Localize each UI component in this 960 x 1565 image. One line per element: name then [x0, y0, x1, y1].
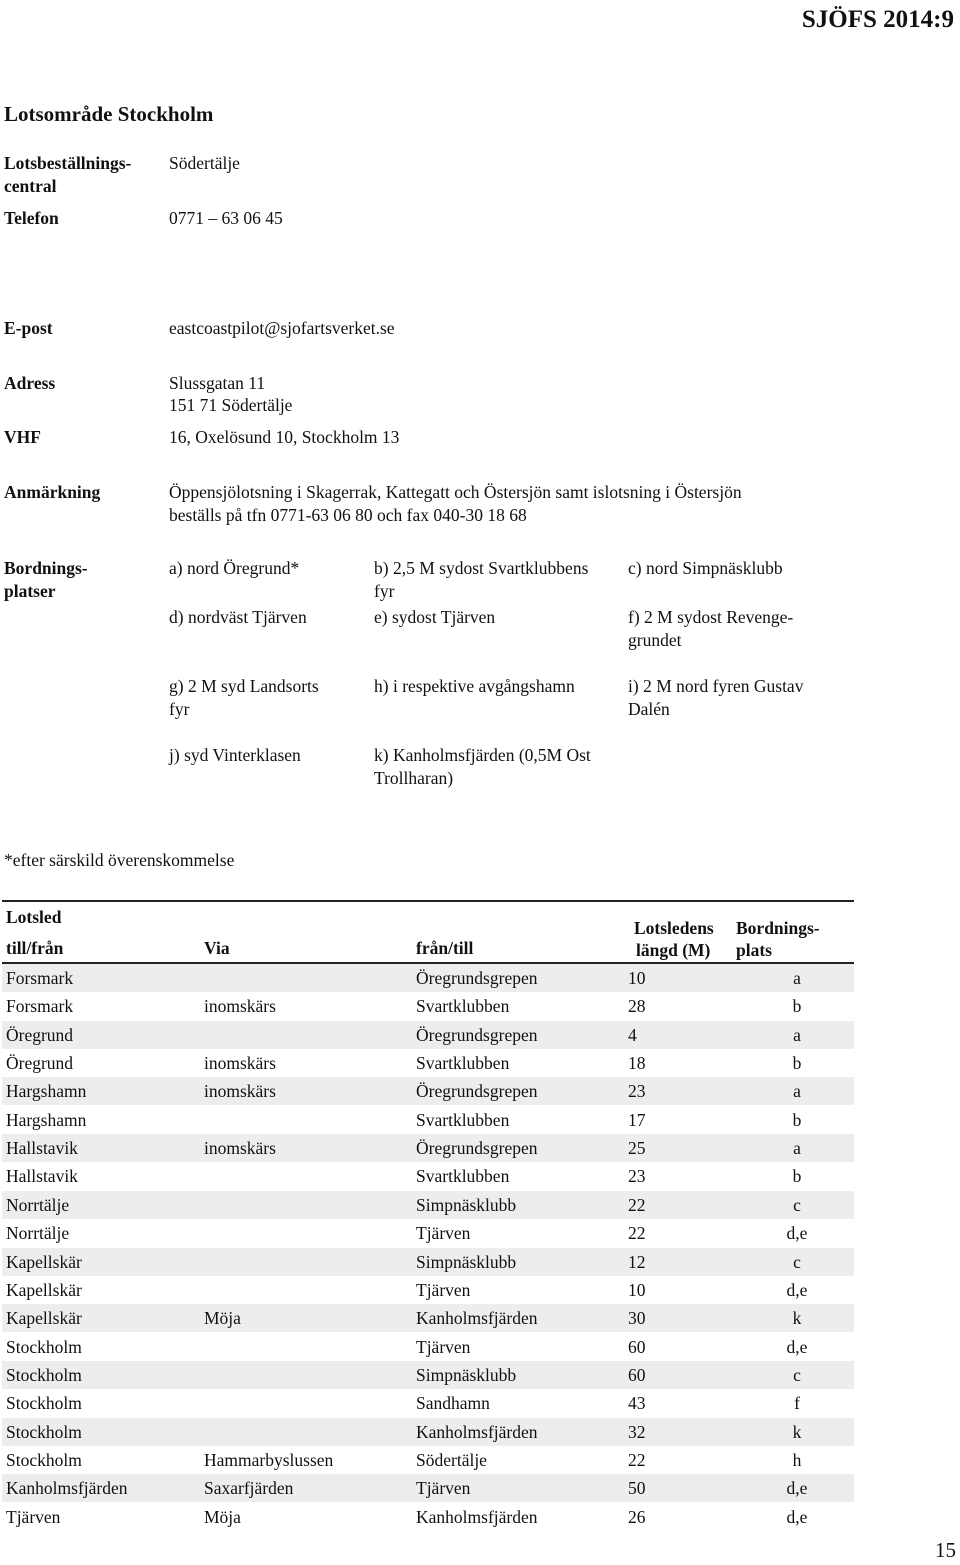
from-to-cell: Simpnäsklubb — [416, 1251, 517, 1272]
email-value[interactable]: eastcoastpilot@sjofartsverket.se — [169, 318, 395, 338]
length-cell: 43 — [628, 1393, 646, 1414]
from-to-cell: Sandhamn — [416, 1393, 490, 1414]
boarding-cell: b — [792, 1166, 802, 1187]
table-row — [2, 1106, 854, 1134]
vhf-value: 16, Oxelösund 10, Stockholm 13 — [169, 427, 400, 447]
address-line2: 151 71 Södertälje — [169, 395, 293, 415]
length-cell: 4 — [628, 1024, 637, 1045]
boarding-b-line2: fyr — [374, 581, 395, 601]
central-label-1: Lotsbeställnings- — [4, 153, 132, 173]
length-cell: 32 — [628, 1421, 646, 1442]
length-cell: 60 — [628, 1364, 646, 1385]
from-to-cell: Svartklubben — [416, 996, 510, 1017]
header-via: Via — [204, 938, 230, 958]
via-cell: Saxarfjärden — [204, 1478, 294, 1499]
length-cell: 10 — [628, 1279, 646, 1300]
table-row — [2, 1191, 854, 1219]
boarding-cell: f — [794, 1393, 800, 1414]
boarding-cell: a — [793, 968, 801, 988]
route-cell: Stockholm — [6, 1336, 82, 1357]
via-cell: Möja — [204, 1506, 241, 1527]
table-row — [2, 1333, 854, 1361]
route-cell: Stockholm — [6, 1393, 82, 1414]
length-cell: 10 — [628, 968, 646, 988]
phone-label: Telefon — [4, 208, 59, 228]
via-cell: inomskärs — [204, 1081, 276, 1102]
boarding-cell: a — [793, 1024, 801, 1045]
route-cell: Hargshamn — [6, 1081, 87, 1102]
address-line1: Slussgatan 11 — [169, 373, 266, 393]
email-label: E-post — [4, 318, 53, 338]
route-cell: Kapellskär — [6, 1308, 82, 1329]
length-cell: 23 — [628, 1166, 646, 1187]
table-row — [2, 1134, 854, 1162]
from-to-cell: Kanholmsfjärden — [416, 1506, 538, 1527]
remark-line1: Öppensjölotsning i Skagerrak, Kattegatt och Östersjön samt islotsning i Östersjön — [169, 482, 742, 502]
route-cell: Norrtälje — [6, 1223, 70, 1244]
header-route-line2: till/från — [6, 938, 64, 958]
from-to-cell: Öregrundsgrepen — [416, 1138, 538, 1159]
table-row — [2, 1503, 854, 1531]
length-cell: 26 — [628, 1506, 646, 1527]
route-cell: Forsmark — [6, 996, 74, 1017]
footnote: *efter särskild överenskommelse — [4, 850, 235, 870]
length-cell: 17 — [628, 1109, 646, 1130]
via-cell: Hammarbyslussen — [204, 1449, 334, 1470]
route-cell: Hargshamn — [6, 1109, 87, 1130]
boarding-g-line1: g) 2 M syd Landsorts — [169, 676, 319, 696]
boarding-cell: c — [793, 1364, 801, 1385]
vhf-label: VHF — [4, 427, 41, 447]
boarding-d: d) nordväst Tjärven — [169, 607, 307, 627]
central-value: Södertälje — [169, 153, 240, 173]
table-row — [2, 1361, 854, 1389]
route-cell: Kapellskär — [6, 1251, 82, 1272]
table-row — [2, 1162, 854, 1190]
boarding-a: a) nord Öregrund* — [169, 558, 300, 578]
boarding-cell: k — [792, 1308, 802, 1329]
publication-id: SJÖFS 2014:9 — [801, 6, 954, 33]
table-row — [2, 1276, 854, 1304]
from-to-cell: Öregrundsgrepen — [416, 968, 538, 988]
from-to-cell: Svartklubben — [416, 1053, 510, 1074]
header-boarding-line2: plats — [736, 940, 772, 960]
boarding-cell: d,e — [786, 1279, 808, 1300]
table-row — [2, 1248, 854, 1276]
from-to-cell: Öregrundsgrepen — [416, 1081, 538, 1102]
boarding-c: c) nord Simpnäsklubb — [628, 558, 783, 578]
page-title: Lotsområde Stockholm — [4, 102, 214, 126]
boarding-i-line2: Dalén — [628, 699, 670, 719]
boarding-label-1: Bordnings- — [4, 558, 88, 578]
length-cell: 25 — [628, 1138, 646, 1159]
boarding-k-line1: k) Kanholmsfjärden (0,5M Ost — [374, 745, 591, 765]
route-cell: Hallstavik — [6, 1138, 78, 1159]
header-length-line1: Lotsledens — [634, 918, 714, 938]
via-cell: inomskärs — [204, 1138, 276, 1159]
from-to-cell: Tjärven — [416, 1336, 471, 1357]
boarding-cell: b — [792, 1053, 802, 1074]
header-route-line1: Lotsled — [6, 907, 62, 927]
from-to-cell: Kanholmsfjärden — [416, 1421, 538, 1442]
boarding-cell: d,e — [786, 1223, 808, 1244]
route-cell: Tjärven — [6, 1506, 61, 1527]
page-number: 15 — [935, 1538, 956, 1562]
table-row — [2, 992, 854, 1020]
length-cell: 50 — [628, 1478, 646, 1499]
central-label-2: central — [4, 176, 57, 196]
boarding-j: j) syd Vinterklasen — [169, 745, 301, 765]
table-row — [2, 1474, 854, 1502]
length-cell: 23 — [628, 1081, 646, 1102]
from-to-cell: Södertälje — [416, 1449, 487, 1470]
table-row — [2, 1077, 854, 1105]
boarding-cell: d,e — [786, 1478, 808, 1499]
from-to-cell: Öregrundsgrepen — [416, 1024, 538, 1045]
route-cell: Norrtälje — [6, 1194, 70, 1215]
boarding-f-line2: grundet — [628, 630, 682, 650]
phone-value: 0771 – 63 06 45 — [169, 208, 283, 228]
remark-label: Anmärkning — [4, 482, 101, 502]
boarding-cell: b — [792, 996, 802, 1017]
boarding-label-2: platser — [4, 581, 56, 601]
boarding-k-line2: Trollharan) — [374, 768, 454, 788]
table-row — [2, 1219, 854, 1247]
table-row — [2, 1389, 854, 1417]
boarding-cell: d,e — [786, 1506, 808, 1527]
table-row — [2, 1304, 854, 1332]
from-to-cell: Simpnäsklubb — [416, 1364, 517, 1385]
route-cell: Forsmark — [6, 968, 74, 988]
address-label: Adress — [4, 373, 56, 393]
from-to-cell: Tjärven — [416, 1223, 471, 1244]
route-cell: Kapellskär — [6, 1279, 82, 1300]
length-cell: 30 — [628, 1308, 646, 1329]
route-cell: Öregrund — [6, 1053, 74, 1074]
from-to-cell: Svartklubben — [416, 1109, 510, 1130]
route-cell: Öregrund — [6, 1024, 74, 1045]
boarding-cell: c — [793, 1194, 801, 1215]
header-boarding-line1: Bordnings- — [736, 918, 820, 938]
route-cell: Stockholm — [6, 1449, 82, 1470]
from-to-cell: Tjärven — [416, 1279, 471, 1300]
boarding-cell: b — [792, 1109, 802, 1130]
boarding-e: e) sydost Tjärven — [374, 607, 496, 627]
from-to-cell: Kanholmsfjärden — [416, 1308, 538, 1329]
header-length-line2: längd (M) — [636, 940, 711, 960]
route-cell: Stockholm — [6, 1364, 82, 1385]
length-cell: 22 — [628, 1449, 646, 1470]
table-row — [2, 1418, 854, 1446]
table-row — [2, 1446, 854, 1474]
from-to-cell: Tjärven — [416, 1478, 471, 1499]
boarding-cell: a — [793, 1138, 801, 1159]
table-row — [2, 964, 854, 992]
boarding-f-line1: f) 2 M sydost Revenge- — [628, 607, 794, 627]
length-cell: 12 — [628, 1251, 646, 1272]
route-cell: Stockholm — [6, 1421, 82, 1442]
header-from-to: från/till — [416, 938, 474, 958]
table-header — [2, 902, 854, 964]
boarding-g-line2: fyr — [169, 699, 190, 719]
length-cell: 28 — [628, 996, 646, 1017]
length-cell: 18 — [628, 1053, 646, 1074]
route-cell: Hallstavik — [6, 1166, 78, 1187]
length-cell: 22 — [628, 1223, 646, 1244]
remark-line2: beställs på tfn 0771-63 06 80 och fax 040-30 18 68 — [169, 505, 527, 525]
table-row — [2, 1021, 854, 1049]
boarding-cell: a — [793, 1081, 801, 1102]
boarding-i-line1: i) 2 M nord fyren Gustav — [628, 676, 804, 696]
boarding-cell: c — [793, 1251, 801, 1272]
boarding-cell: k — [792, 1421, 802, 1442]
from-to-cell: Svartklubben — [416, 1166, 510, 1187]
length-cell: 22 — [628, 1194, 646, 1215]
boarding-cell: d,e — [786, 1336, 808, 1357]
boarding-b-line1: b) 2,5 M sydost Svartklubbens — [374, 558, 589, 578]
boarding-h: h) i respektive avgångshamn — [374, 676, 575, 696]
via-cell: inomskärs — [204, 996, 276, 1017]
via-cell: inomskärs — [204, 1053, 276, 1074]
boarding-cell: h — [792, 1449, 802, 1470]
route-cell: Kanholmsfjärden — [6, 1478, 128, 1499]
via-cell: Möja — [204, 1308, 241, 1329]
from-to-cell: Simpnäsklubb — [416, 1194, 517, 1215]
length-cell: 60 — [628, 1336, 646, 1357]
table-row — [2, 1049, 854, 1077]
